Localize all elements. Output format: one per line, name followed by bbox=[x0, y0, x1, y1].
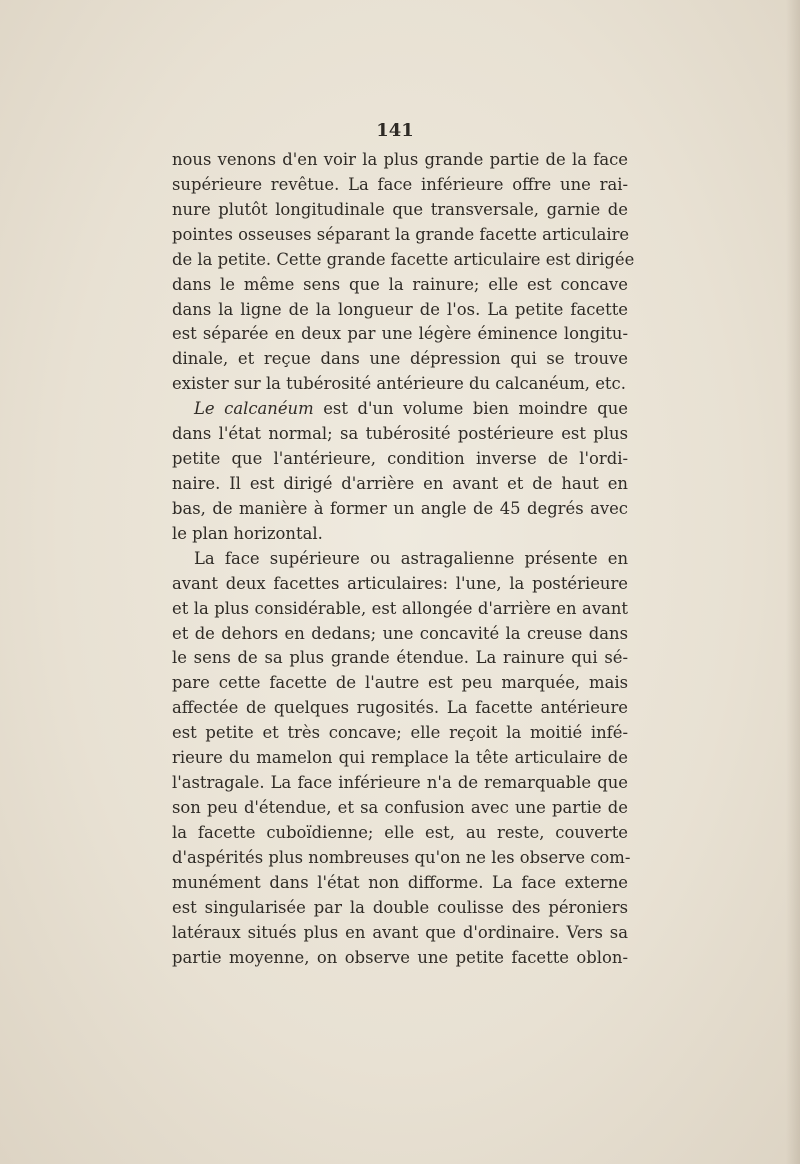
text-line: dans la ligne de la longueur de l'os. La petite facette bbox=[172, 299, 628, 319]
text-line: nous venons d'en voir la plus grande partie de la face bbox=[172, 150, 628, 169]
text-line: son peu d'étendue, et sa confusion avec une partie de bbox=[172, 797, 628, 817]
text-line: rieure du mamelon qui remplace la tête articulaire de bbox=[172, 748, 628, 768]
text-run: est d'un volume bien moindre que bbox=[313, 399, 628, 419]
text-line: munément dans l'état non difforme. La face externe bbox=[172, 872, 628, 892]
text-line: l'astragale. La face inférieure n'a de remarquable que bbox=[172, 773, 628, 793]
text-line: exister sur la tubérosité antérieure du calcanéum, etc. bbox=[172, 374, 626, 394]
text-line: pare cette facette de l'autre est peu marquée, mais bbox=[172, 673, 628, 693]
page-edge-shadow bbox=[786, 0, 800, 1164]
text-line: nure plutôt longitudinale que transversale, garnie de bbox=[172, 199, 628, 219]
paragraph-start-line: La face supérieure ou astragalienne présente en bbox=[194, 548, 628, 568]
text-line: petite que l'antérieure, condition inverse de l'ordi- bbox=[172, 449, 628, 469]
text-line: latéraux situés plus en avant que d'ordinaire. Vers sa bbox=[172, 922, 628, 942]
text-line: affectée de quelques rugosités. La facette antérieure bbox=[172, 698, 628, 718]
text-line: naire. Il est dirigé d'arrière en avant et de haut en bbox=[172, 473, 628, 493]
text-line: est petite et très concave; elle reçoit la moitié infé- bbox=[172, 723, 628, 743]
text-line: d'aspérités plus nombreuses qu'on ne les observe com- bbox=[172, 847, 631, 867]
text-line: dinale, et reçue dans une dépression qui se trouve bbox=[172, 349, 628, 369]
text-line: pointes osseuses séparant la grande facette articulaire bbox=[172, 224, 630, 244]
text-line: est singularisée par la double coulisse des péroniers bbox=[172, 897, 628, 917]
text-line: la facette cuboïdienne; elle est, au reste, couverte bbox=[172, 822, 628, 842]
body-text bbox=[172, 148, 635, 970]
text-line: dans le même sens que la rainure; elle est concave bbox=[172, 274, 628, 294]
text-line: et de dehors en dedans; une concavité la creuse dans bbox=[172, 623, 628, 643]
text-line: le plan horizontal. bbox=[172, 523, 323, 543]
text-line: est séparée en deux par une légère éminence longitu- bbox=[172, 324, 628, 344]
text-line: et la plus considérable, est allongée d'arrière en avant bbox=[172, 598, 628, 618]
text-line: bas, de manière à former un angle de 45 degrés avec bbox=[172, 498, 628, 518]
page-number: 141 bbox=[376, 120, 414, 141]
paragraph-start-line bbox=[172, 397, 628, 422]
italic-term: Le calcanéum bbox=[194, 399, 314, 419]
text-line: supérieure revêtue. La face inférieure offre une rai- bbox=[172, 174, 628, 194]
text-line: avant deux facettes articulaires: l'une, la postérieure bbox=[172, 573, 628, 593]
text-line: le sens de sa plus grande étendue. La rainure qui sé- bbox=[172, 648, 628, 668]
text-line: dans l'état normal; sa tubérosité postérieure est plus bbox=[172, 424, 628, 444]
text-line: de la petite. Cette grande facette articulaire est dirigée bbox=[172, 249, 635, 269]
text-line: partie moyenne, on observe une petite facette oblon- bbox=[172, 947, 628, 967]
